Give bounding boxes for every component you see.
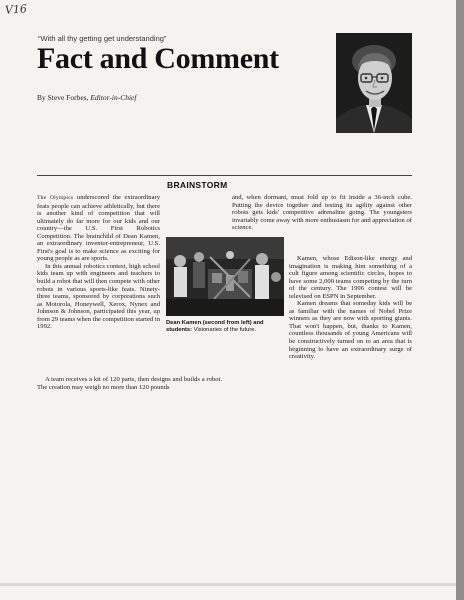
section-title: BRAINSTORM: [167, 180, 228, 190]
article-column-2-middle: [289, 255, 412, 361]
caption-text: Visionaries of the future.: [192, 327, 257, 334]
page-title: Fact and Comment: [37, 42, 279, 75]
byline-author: By Steve Forbes,: [37, 93, 89, 102]
lead-in-smallcaps: The Olympics: [37, 195, 74, 201]
author-portrait: [336, 33, 412, 133]
person-portrait-icon: [336, 33, 412, 133]
section-rule: [37, 175, 412, 176]
column-kicker: “With all thy getting get understanding”: [38, 34, 167, 43]
byline: [37, 93, 136, 102]
byline-role: Editor-in-Chief: [90, 93, 137, 102]
paragraph: Kamen dreams that someday kids will be as familiar with the names of Nobel Prize winners as they are now with sporting giants. That won't happen, but, thanks to Kamen, countless thousands of young Americans will be constructively turned on to an area that is beginning to have an extraordinary surge of creativity.: [289, 300, 412, 361]
paragraph: In this annual robotics contest, high school kids team up with engineers and teachers to build a robot that will then compete with other robots in various sports-like feats. Ninety-three teams, sponsored by corporations such as Motorola, Honeywell, Xerox, Nynex and Johnson & Johnson, participated this year, up from 29 teams when the competition started in 1992.: [37, 262, 160, 331]
paragraph: and, when dormant, must fold up to fit inside a 36-inch cube. Putting the device together and testing its agility against other robots gets kids' competitive adrenaline going. The youngsters invariably come away with more enthusiasm for and appreciation of science.: [232, 194, 412, 232]
paragraph-text: underscored the extraordinary feats people can achieve athletically, but there is another kind of competition that will ultimately do far more for our kids and our country—the U.S. First Robotics Competition. The brainchild of Dean Kamen, an extraordinary inventor-entrepreneur, U.S. First's goal is to make science as exciting for young people as are sports.: [37, 194, 160, 263]
article-column-1-lower: [37, 376, 222, 391]
article-photo: [166, 237, 284, 316]
paragraph: Kamen, whose Edison-like energy and imagination is making him something of a cult figure among scientific circles, hopes to have some 2,000 teams competing by the turn of the century. The 1996 contest will be televised on ESPN in September.: [289, 255, 412, 300]
robotics-team-photo-icon: [166, 237, 284, 316]
caption-bold: Dean Kamen (second from left) and students:: [166, 320, 264, 334]
scan-edge: [456, 0, 464, 600]
article-column-1-upper: [37, 194, 160, 331]
page-fold-line: [0, 583, 456, 586]
handwritten-page-mark: V16: [4, 2, 28, 17]
paragraph: A team receives a kit of 120 parts, then designs and builds a robot. The creation may weigh no more than 120 pounds: [37, 376, 222, 391]
article-column-2-upper: [232, 194, 412, 232]
photo-caption: [166, 320, 284, 334]
paragraph: [37, 194, 160, 263]
